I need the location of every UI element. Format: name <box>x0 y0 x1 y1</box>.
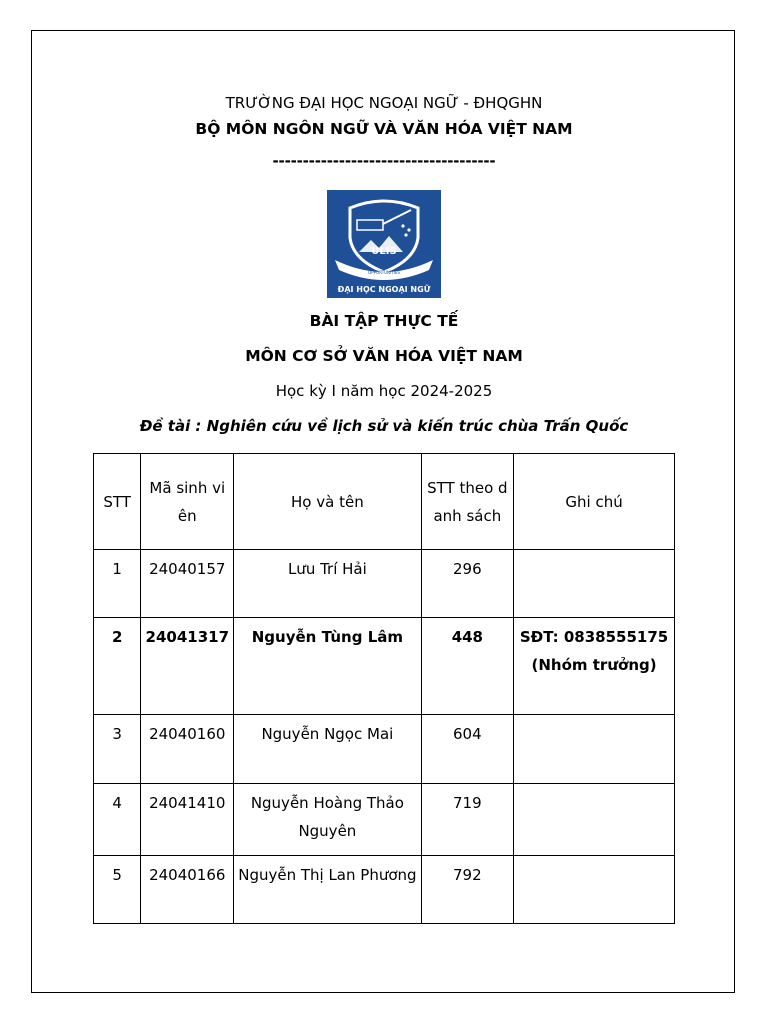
header-student-id: Mã sinh viên <box>141 454 234 550</box>
assignment-title: BÀI TẬP THỰC TẾ <box>309 312 459 330</box>
cell-student-id: 24040166 <box>141 856 234 924</box>
cell-student-id: 24041410 <box>141 784 234 856</box>
logo-motto: OPPORTUNITIES <box>368 270 400 275</box>
cell-list-number: 792 <box>421 856 514 924</box>
cell-note <box>514 856 675 924</box>
cell-note <box>514 550 675 618</box>
cell-list-number: 604 <box>421 715 514 784</box>
logo-caption: ĐẠI HỌC NGOẠI NGỮ <box>337 285 431 294</box>
cell-stt: 5 <box>94 856 141 924</box>
cell-list-number: 719 <box>421 784 514 856</box>
cell-stt: 2 <box>94 618 141 715</box>
department-name: BỘ MÔN NGÔN NGỮ VÀ VĂN HÓA VIỆT NAM <box>195 120 573 138</box>
cell-full-name: Nguyễn Tùng Lâm <box>234 618 421 715</box>
table-row <box>94 715 675 784</box>
cell-student-id: 24040157 <box>141 550 234 618</box>
table-row <box>94 784 675 856</box>
cell-student-id: 24041317 <box>141 618 234 715</box>
topic-line: Đề tài : Nghiên cứu về lịch sử và kiến trúc chùa Trấn Quốc <box>139 417 629 435</box>
semester-line: Học kỳ I năm học 2024-2025 <box>275 382 493 400</box>
cell-list-number: 296 <box>421 550 514 618</box>
cell-student-id: 24040160 <box>141 715 234 784</box>
cell-note <box>514 784 675 856</box>
header-list-number: STT theo danh sách <box>421 454 514 550</box>
table-row <box>94 550 675 618</box>
table-row <box>94 618 675 715</box>
cell-stt: 4 <box>94 784 141 856</box>
cell-full-name: Nguyễn Hoàng Thảo Nguyên <box>234 784 421 856</box>
cell-list-number: 448 <box>421 618 514 715</box>
university-logo <box>327 190 441 298</box>
logo-abbr: ULIS <box>371 246 397 257</box>
cell-full-name: Nguyễn Thị Lan Phương <box>234 856 421 924</box>
table-row <box>94 856 675 924</box>
header-note: Ghi chú <box>514 454 675 550</box>
university-name: TRƯỜNG ĐẠI HỌC NGOẠI NGỮ - ĐHQGHN <box>225 94 543 112</box>
student-table <box>93 453 675 924</box>
cell-full-name: Lưu Trí Hải <box>234 550 421 618</box>
cell-stt: 3 <box>94 715 141 784</box>
course-title: MÔN CƠ SỞ VĂN HÓA VIỆT NAM <box>245 347 523 365</box>
table-header-row <box>94 454 675 550</box>
cell-full-name: Nguyễn Ngọc Mai <box>234 715 421 784</box>
header-stt: STT <box>94 454 141 550</box>
header-full-name: Họ và tên <box>234 454 421 550</box>
cell-stt: 1 <box>94 550 141 618</box>
cell-note <box>514 715 675 784</box>
divider-line: ------------------------------------- <box>272 152 496 170</box>
cell-note: SĐT: 0838555175 (Nhóm trưởng) <box>514 618 675 715</box>
